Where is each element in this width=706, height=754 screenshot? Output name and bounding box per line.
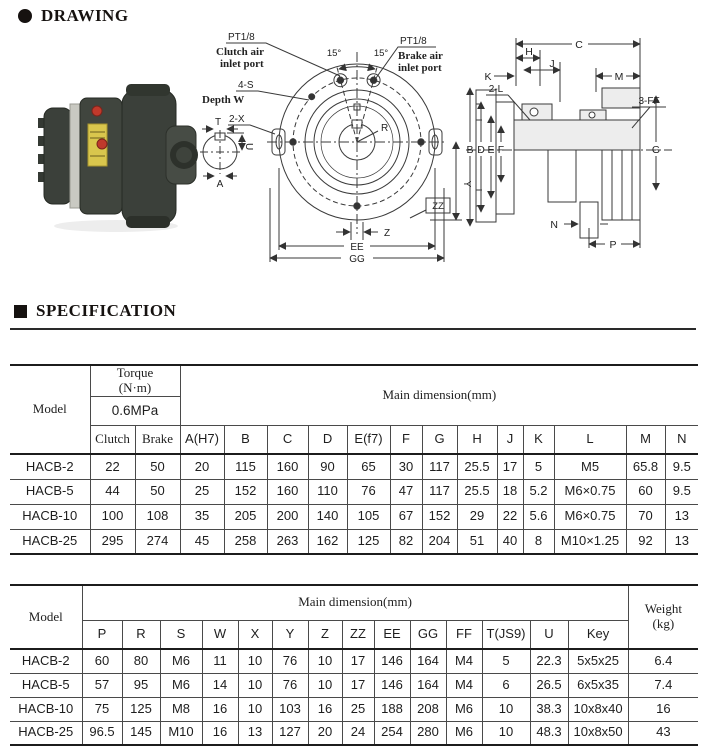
- table-cell: 10: [238, 697, 272, 721]
- product-photo: [26, 74, 208, 238]
- table-cell: 17: [342, 649, 374, 673]
- four-s-label: 4-S: [238, 80, 254, 91]
- ee-dim-label: EE: [350, 242, 364, 253]
- brake-port-label-2: inlet port: [398, 62, 442, 74]
- p-dim-label: P: [609, 239, 617, 251]
- table-cell: 76: [347, 479, 390, 504]
- table-cell: 48.3: [530, 721, 568, 745]
- table-cell: 5.6: [523, 504, 554, 529]
- table-cell: 274: [135, 529, 180, 554]
- depth-w-label: Depth W: [202, 94, 245, 106]
- table-cell: 17: [497, 454, 523, 479]
- weight-cell: 7.4: [628, 673, 698, 697]
- table-cell: 10: [482, 697, 530, 721]
- c-dim-label: C: [575, 39, 583, 51]
- zz-dim-label: ZZ: [432, 201, 444, 212]
- weight-cell: 43: [628, 721, 698, 745]
- u-dim-label: U: [243, 143, 254, 151]
- table-cell: 13: [665, 529, 698, 554]
- col-header: K: [523, 425, 554, 454]
- col-header: G: [422, 425, 457, 454]
- table-cell: M6×0.75: [554, 504, 626, 529]
- front-brake-unit: [38, 98, 122, 214]
- spec-table-2: [10, 584, 698, 746]
- weight-cell: 16: [628, 697, 698, 721]
- table-row: [10, 425, 698, 454]
- torque-line2: (N·m): [118, 379, 152, 395]
- table-cell: 26.5: [530, 673, 568, 697]
- table-cell: 11: [202, 649, 238, 673]
- table-cell: 22.3: [530, 649, 568, 673]
- drawing-title: DRAWING: [41, 6, 129, 25]
- table-cell: 16: [202, 721, 238, 745]
- table-cell: 38.3: [530, 697, 568, 721]
- table-cell: 160: [267, 479, 308, 504]
- clutch-port-label-2: inlet port: [220, 58, 264, 70]
- torque-line1: Torque: [116, 365, 154, 380]
- table-cell: 10: [482, 721, 530, 745]
- table-cell: M6: [446, 721, 482, 745]
- spec-table-1: [10, 364, 698, 555]
- model-cell: HACB-5: [10, 479, 90, 504]
- table-cell: 20: [180, 454, 224, 479]
- main-dimension-header: Main dimension(mm): [180, 365, 698, 425]
- col-header: D: [308, 425, 347, 454]
- col-header: P: [82, 620, 122, 649]
- table-cell: 103: [272, 697, 308, 721]
- e-dim-label: E: [487, 144, 495, 156]
- table-cell: 65: [347, 454, 390, 479]
- table-cell: 82: [390, 529, 422, 554]
- pressure-header: 0.6MPa: [90, 396, 180, 425]
- table-cell: 29: [457, 504, 497, 529]
- table-cell: 5: [523, 454, 554, 479]
- table-row: [10, 721, 698, 745]
- col-header: E(f7): [347, 425, 390, 454]
- model-cell: HACB-25: [10, 529, 90, 554]
- table-cell: 208: [410, 697, 446, 721]
- red-fitting-mid: [97, 139, 107, 149]
- table1-header: [10, 365, 698, 454]
- table-cell: M4: [446, 673, 482, 697]
- table-cell: 263: [267, 529, 308, 554]
- table-cell: 22: [497, 504, 523, 529]
- table-cell: 10x8x40: [568, 697, 628, 721]
- f-dim-label: F: [497, 144, 505, 156]
- angle-right-label: 15°: [373, 48, 389, 59]
- table-cell: 152: [224, 479, 267, 504]
- table-cell: 76: [272, 649, 308, 673]
- red-fitting-top: [92, 106, 102, 116]
- table-cell: 117: [422, 454, 457, 479]
- table-row: [10, 454, 698, 479]
- clutch-header: Clutch: [90, 425, 135, 454]
- table-cell: 127: [272, 721, 308, 745]
- table-cell: 254: [374, 721, 410, 745]
- table-cell: 145: [122, 721, 160, 745]
- col-header: U: [530, 620, 568, 649]
- table-cell: 100: [90, 504, 135, 529]
- table-cell: M10×1.25: [554, 529, 626, 554]
- specification-title: SPECIFICATION: [36, 301, 177, 320]
- col-header: Y: [272, 620, 308, 649]
- col-header: GG: [410, 620, 446, 649]
- table-cell: 60: [82, 649, 122, 673]
- table-cell: 200: [267, 504, 308, 529]
- table-cell: 96.5: [82, 721, 122, 745]
- table2-header: [10, 585, 698, 649]
- col-header: C: [267, 425, 308, 454]
- model-cell: HACB-10: [10, 504, 90, 529]
- section-divider: [10, 328, 696, 330]
- h-dim-label: H: [525, 46, 533, 58]
- table-cell: 10: [308, 649, 342, 673]
- table-cell: 17: [342, 673, 374, 697]
- col-header: N: [665, 425, 698, 454]
- weight-line2: (kg): [652, 616, 675, 631]
- weight-cell: 6.4: [628, 649, 698, 673]
- table-cell: 205: [224, 504, 267, 529]
- d-dim-label: D: [477, 144, 485, 156]
- torque-header: [90, 365, 180, 396]
- table-cell: 57: [82, 673, 122, 697]
- table-cell: 16: [308, 697, 342, 721]
- side-view-drawing: [460, 30, 704, 262]
- table-cell: 13: [238, 721, 272, 745]
- col-header: B: [224, 425, 267, 454]
- brake-port-label-1: Brake air: [398, 50, 443, 62]
- table-cell: 16: [202, 697, 238, 721]
- two-x-label: 2-X: [229, 114, 245, 125]
- table-cell: 18: [497, 479, 523, 504]
- model-cell: HACB-25: [10, 721, 82, 745]
- table-cell: 6: [482, 673, 530, 697]
- table-cell: 10: [238, 673, 272, 697]
- table-cell: 40: [497, 529, 523, 554]
- b-dim-label: B: [466, 144, 474, 156]
- table-cell: 35: [180, 504, 224, 529]
- col-header: A(H7): [180, 425, 224, 454]
- table-cell: 25.5: [457, 454, 497, 479]
- pt18-brake-label: PT1/8: [400, 36, 427, 47]
- col-header: FF: [446, 620, 482, 649]
- table-cell: 188: [374, 697, 410, 721]
- table-cell: 70: [626, 504, 665, 529]
- k-dim-label: K: [484, 71, 492, 83]
- g-dim-label: G: [651, 144, 661, 156]
- weight-header: [628, 585, 698, 649]
- table-cell: 92: [626, 529, 665, 554]
- table-cell: 117: [422, 479, 457, 504]
- table-row: [10, 673, 698, 697]
- table2-body: [10, 649, 698, 745]
- y-dim-label: Y: [461, 180, 472, 188]
- table-cell: 204: [422, 529, 457, 554]
- col-header: S: [160, 620, 202, 649]
- table-cell: 5x5x25: [568, 649, 628, 673]
- m-dim-label: M: [614, 71, 624, 83]
- table-cell: 75: [82, 697, 122, 721]
- table-cell: 140: [308, 504, 347, 529]
- table-cell: 146: [374, 649, 410, 673]
- table-cell: 10x8x50: [568, 721, 628, 745]
- table-cell: 108: [135, 504, 180, 529]
- table-cell: 14: [202, 673, 238, 697]
- table-cell: 65.8: [626, 454, 665, 479]
- table-cell: M6: [446, 697, 482, 721]
- table-cell: 162: [308, 529, 347, 554]
- col-header: W: [202, 620, 238, 649]
- table-cell: 13: [665, 504, 698, 529]
- side-view-body: [466, 88, 672, 238]
- table-cell: 5: [482, 649, 530, 673]
- table-row: [10, 479, 698, 504]
- table-cell: 22: [90, 454, 135, 479]
- table-cell: 10: [238, 649, 272, 673]
- table-cell: 164: [410, 649, 446, 673]
- col-header: R: [122, 620, 160, 649]
- table-row: [10, 697, 698, 721]
- table-cell: 90: [308, 454, 347, 479]
- table-row: [10, 504, 698, 529]
- table-cell: 9.5: [665, 479, 698, 504]
- table-cell: 164: [410, 673, 446, 697]
- table-cell: 80: [122, 649, 160, 673]
- n-dim-label: N: [550, 219, 558, 231]
- table-cell: 125: [347, 529, 390, 554]
- table-cell: M10: [160, 721, 202, 745]
- table-row: [10, 365, 698, 396]
- three-ff-label: 3-FF: [638, 96, 660, 107]
- table-cell: 95: [122, 673, 160, 697]
- table-cell: 25: [342, 697, 374, 721]
- square-bullet-icon: [14, 305, 27, 318]
- col-header: F: [390, 425, 422, 454]
- col-header: L: [554, 425, 626, 454]
- r-label: R: [381, 123, 389, 134]
- table-row: [10, 529, 698, 554]
- table-cell: 60: [626, 479, 665, 504]
- table-cell: 10: [308, 673, 342, 697]
- col-header: T(JS9): [482, 620, 530, 649]
- j-dim-label: J: [549, 58, 555, 70]
- gg-dim-label: GG: [349, 254, 365, 265]
- two-l-label: 2-L: [488, 84, 504, 95]
- table-cell: 30: [390, 454, 422, 479]
- model-cell: HACB-10: [10, 697, 82, 721]
- rear-clutch-disc: [114, 84, 198, 228]
- table-cell: 115: [224, 454, 267, 479]
- col-header: ZZ: [342, 620, 374, 649]
- table-cell: M4: [446, 649, 482, 673]
- angle-left-label: 15°: [326, 48, 342, 59]
- col-header: Key: [568, 620, 628, 649]
- model-cell: HACB-2: [10, 649, 82, 673]
- table-cell: 45: [180, 529, 224, 554]
- pt18-clutch-label: PT1/8: [228, 32, 255, 43]
- table-cell: 47: [390, 479, 422, 504]
- col-header: H: [457, 425, 497, 454]
- z-dim-label: Z: [384, 228, 391, 239]
- col-header: Z: [308, 620, 342, 649]
- table-cell: 50: [135, 454, 180, 479]
- table-cell: 44: [90, 479, 135, 504]
- table-cell: M8: [160, 697, 202, 721]
- table-cell: 9.5: [665, 454, 698, 479]
- model-header: Model: [10, 585, 82, 649]
- table-row: [10, 585, 698, 620]
- specification-section-header: [14, 301, 176, 321]
- table-cell: 125: [122, 697, 160, 721]
- table-cell: 20: [308, 721, 342, 745]
- front-view-body: [267, 52, 447, 234]
- table-cell: 152: [422, 504, 457, 529]
- model-header: Model: [10, 365, 90, 454]
- front-view-drawing: [192, 28, 472, 268]
- brake-header: Brake: [135, 425, 180, 454]
- table-cell: M5: [554, 454, 626, 479]
- table-cell: 280: [410, 721, 446, 745]
- table-cell: 67: [390, 504, 422, 529]
- table-row: [10, 620, 698, 649]
- table-cell: 25.5: [457, 479, 497, 504]
- col-header: EE: [374, 620, 410, 649]
- table1-body: [10, 454, 698, 554]
- table-cell: M6: [160, 673, 202, 697]
- table-cell: 6x5x35: [568, 673, 628, 697]
- a-dim-label: A: [216, 179, 224, 190]
- table-cell: 76: [272, 673, 308, 697]
- table-cell: M6: [160, 649, 202, 673]
- col-header: J: [497, 425, 523, 454]
- table-cell: 8: [523, 529, 554, 554]
- table-cell: 110: [308, 479, 347, 504]
- table-cell: 258: [224, 529, 267, 554]
- table-cell: 160: [267, 454, 308, 479]
- table-cell: 25: [180, 479, 224, 504]
- drawing-section-header: [18, 6, 129, 26]
- table-cell: 105: [347, 504, 390, 529]
- table-cell: 50: [135, 479, 180, 504]
- clutch-port-label-1: Clutch air: [216, 46, 264, 58]
- t-dim-label: T: [214, 117, 222, 128]
- main-dimension-header: Main dimension(mm): [82, 585, 628, 620]
- col-header: M: [626, 425, 665, 454]
- model-cell: HACB-5: [10, 673, 82, 697]
- col-header: X: [238, 620, 272, 649]
- table-cell: M6×0.75: [554, 479, 626, 504]
- table-cell: 146: [374, 673, 410, 697]
- model-cell: HACB-2: [10, 454, 90, 479]
- table-cell: 51: [457, 529, 497, 554]
- circle-bullet-icon: [18, 9, 32, 23]
- table-row: [10, 649, 698, 673]
- table-cell: 295: [90, 529, 135, 554]
- weight-line1: Weight: [644, 601, 682, 617]
- keyway-detail-view: [200, 129, 244, 176]
- table-cell: 5.2: [523, 479, 554, 504]
- table-cell: 24: [342, 721, 374, 745]
